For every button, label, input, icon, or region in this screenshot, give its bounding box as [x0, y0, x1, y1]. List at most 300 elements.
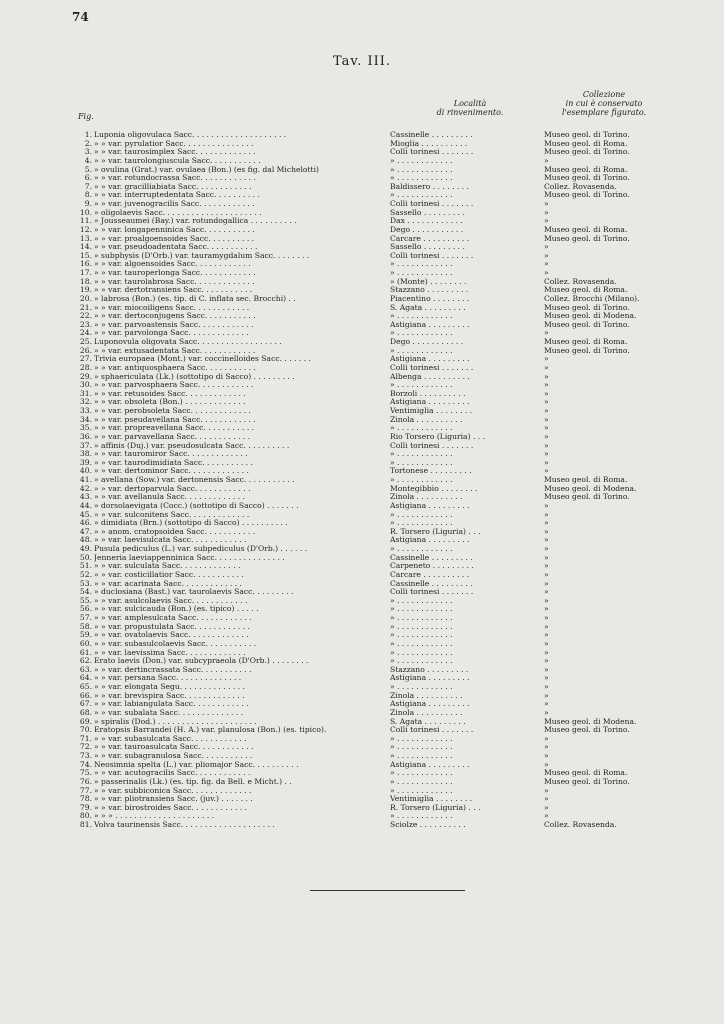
locality: Dego . . . . . . . . . . . — [390, 225, 464, 234]
table-row — [78, 407, 678, 416]
figure-number: 18. — [79, 276, 92, 286]
table-row — [78, 338, 678, 347]
locality: Cassinelle . . . . . . . . . — [390, 131, 473, 139]
species-name: Trivia europaea (Mont.) var. coccinelloides Sacc. . . . . . . — [94, 355, 311, 364]
species-name: » » var. subasulcolaevis Sacc. . . . . . . . . . . — [94, 639, 257, 648]
table-row — [78, 614, 678, 623]
species-name: » » var. tauroasulcata Sacc. . . . . . . . . . . . — [94, 743, 254, 752]
locality: » . . . . . . . . . . . . — [390, 165, 453, 174]
figure-number: 44. — [79, 500, 92, 510]
figure-number: 38. — [79, 449, 92, 459]
locality: » (Monte) . . . . . . . . — [390, 277, 467, 286]
species-name: » » var. avellanula Sacc. . . . . . . . . . . . . — [94, 493, 245, 502]
species-name: » » var. pseudoadentata Sacc. . . . . . . . . . . — [94, 243, 258, 252]
species-name: » » var. tauromiror Sacc. . . . . . . . . . . . . — [94, 450, 248, 459]
figure-number: 36. — [79, 431, 92, 441]
locality: Colli torinesi . . . . . . . — [390, 363, 474, 372]
table-row — [78, 536, 678, 545]
species-name: » spiralis (Dod.) . . . . . . . . . . . . . . . . . . . . . — [94, 717, 257, 726]
table-row — [78, 381, 678, 390]
figure-number: 21. — [79, 302, 92, 312]
collection: » — [544, 657, 549, 666]
collection: » — [544, 251, 549, 260]
locality: » . . . . . . . . . . . . — [390, 622, 453, 631]
species-name: » » var. extusadentata Sacc. . . . . . . . . . . . — [94, 346, 256, 355]
species-name: » » var. taurolabrosa Sacc. . . . . . . . . . . . . — [94, 277, 255, 286]
collection: Museo geol. di Torino. — [544, 174, 630, 183]
collection: » — [544, 363, 549, 372]
table-row — [78, 795, 678, 804]
figure-number: 26. — [79, 345, 92, 355]
collection: » — [544, 501, 549, 510]
locality: » . . . . . . . . . . . . — [390, 450, 453, 459]
figure-number: 40. — [79, 466, 92, 476]
locality: » . . . . . . . . . . . . — [390, 683, 453, 691]
locality: Ventimiglia . . . . . . . . — [390, 795, 473, 804]
figure-number: 78. — [79, 794, 92, 804]
figure-number: 12. — [79, 224, 92, 234]
table-row — [78, 511, 678, 520]
table-row — [78, 674, 678, 683]
table-row — [78, 209, 678, 218]
species-name: » » var. parvoastensis Sacc. . . . . . . . . . . . — [94, 320, 254, 329]
collection: Collez. Rovasenda. — [544, 182, 617, 191]
species-name: Luponia oligovulaca Sacc. . . . . . . . . . . . . . . . . . . . — [94, 131, 287, 139]
figure-number: 69. — [79, 716, 92, 726]
collection: Museo geol. di Torino. — [544, 303, 630, 312]
figure-number: 65. — [79, 682, 92, 691]
table-row — [78, 174, 678, 183]
species-name: » » var. amplesulcata Sacc. . . . . . . . . . . . — [94, 614, 252, 622]
collection: » — [544, 156, 549, 165]
locality: » . . . . . . . . . . . . — [390, 260, 453, 269]
figure-number: 62. — [79, 656, 92, 666]
figure-number: 75. — [79, 768, 92, 778]
plate-title: Tav. III. — [332, 54, 392, 69]
table-row — [78, 640, 678, 649]
figure-number: 30. — [79, 380, 92, 390]
table-row — [78, 709, 678, 718]
table-row — [78, 476, 678, 485]
table-row — [78, 649, 678, 658]
collection: » — [544, 424, 549, 433]
figure-number: 74. — [79, 759, 92, 769]
table-row — [78, 321, 678, 330]
table-row — [78, 148, 678, 157]
table-row — [78, 761, 678, 770]
locality: » . . . . . . . . . . . . — [390, 510, 453, 519]
locality: Dax . . . . . . . . . . . . — [390, 217, 463, 226]
locality: Stazzano . . . . . . . . . — [390, 286, 469, 295]
figure-number: 64. — [79, 673, 92, 683]
locality: Astigiana . . . . . . . . . — [390, 674, 470, 683]
species-name: » » var. sulconitens Sacc. . . . . . . . . . . . . — [94, 510, 250, 519]
locality: S. Agata . . . . . . . . . — [390, 303, 466, 312]
locality: Colli torinesi . . . . . . . — [390, 588, 474, 597]
species-name: » ovulina (Grat.) var. ovulaea (Bon.) (es fig. dal Michelotti) — [94, 165, 319, 174]
species-name: Erato laevis (Don.) var. subcypraeola (D'Orb.) . . . . . . . . — [94, 657, 309, 666]
collection: » — [544, 545, 549, 553]
locality: » . . . . . . . . . . . . — [390, 812, 453, 821]
figure-number: 54. — [79, 587, 92, 597]
table-row — [78, 545, 678, 554]
species-name: » » var. asulcolaevis Sacc. . . . . . . . . . . . — [94, 596, 248, 605]
locality: Astigiana . . . . . . . . . — [390, 760, 470, 769]
collection: » — [544, 355, 549, 364]
species-name: » » var. costicillatior Sacc. . . . . . . . . . . — [94, 570, 244, 579]
locality: Cassinelle . . . . . . . . . — [390, 553, 473, 562]
collection: » — [544, 389, 549, 398]
species-name: » » var. proalgoensoides Sacc. . . . . . . . . . — [94, 234, 255, 243]
locality: Zinola . . . . . . . . . . — [390, 691, 463, 700]
figure-number: 39. — [79, 457, 92, 467]
table-row — [78, 812, 678, 821]
table-row — [78, 200, 678, 209]
table-row — [78, 442, 678, 451]
species-name: » » var. interruptedentata Sacc. . . . . . . . . . — [94, 191, 260, 200]
collection: » — [544, 450, 549, 459]
species-name: » Jousseaumei (Bay.) var. rotundogallica . . . . . . . . . . — [94, 217, 297, 226]
collection: Museo geol. di Modena. — [544, 312, 637, 321]
figure-number: 8. — [84, 190, 92, 200]
collection: » — [544, 588, 549, 597]
figure-number: 79. — [79, 802, 92, 812]
species-name: » » var. parvavellana Sacc. . . . . . . . . . . . — [94, 432, 251, 441]
locality: » . . . . . . . . . . . . — [390, 476, 453, 484]
locality: Carcare . . . . . . . . . . — [390, 570, 470, 579]
table-row — [78, 286, 678, 295]
figure-number: 15. — [79, 250, 92, 260]
table-row — [78, 304, 678, 313]
species-name: Luponovula oligovata Sacc. . . . . . . . . . . . . . . . . . — [94, 338, 282, 346]
locality: Zinola . . . . . . . . . . — [390, 708, 463, 717]
collection: » — [544, 752, 549, 760]
figure-number: 19. — [79, 285, 92, 295]
table-row — [78, 692, 678, 701]
collection: » — [544, 579, 549, 588]
locality: » . . . . . . . . . . . . — [390, 605, 453, 614]
species-name: » » var. taurosimplex Sacc. . . . . . . . . . . . . — [94, 148, 256, 157]
figure-number: 48. — [79, 535, 92, 545]
locality: » . . . . . . . . . . . . — [390, 424, 453, 433]
collection: » — [544, 381, 549, 390]
collection: » — [544, 269, 549, 277]
species-name: » » var. juvenogracilis Sacc. . . . . . . . . . . . — [94, 200, 255, 208]
table-row — [78, 373, 678, 382]
locality: » . . . . . . . . . . . . — [390, 269, 453, 277]
figure-number: 22. — [79, 311, 92, 321]
species-name: » » var. acutogracilis Sacc. . . . . . . . . . . . — [94, 769, 251, 778]
species-name: Jenneria laeviappenninica Sacc. . . . . . . . . . . . . . . — [94, 553, 285, 562]
table-row — [78, 166, 678, 175]
table-row — [78, 398, 678, 407]
species-name: » » » . . . . . . . . . . . . . . . . . . . . . — [94, 812, 215, 821]
collection: Museo geol. di Torino. — [544, 234, 630, 243]
collection: Museo geol. di Torino. — [544, 131, 630, 139]
species-name: » » var. tauroperlonga Sacc. . . . . . . . . . . . — [94, 269, 256, 277]
species-name: » » var. perobsoleta Sacc. . . . . . . . . . . . . — [94, 407, 251, 415]
species-name: » » var. pyrulatior Sacc. . . . . . . . . . . . . . . — [94, 139, 254, 148]
species-name: » labrosa (Bon.) (es. tip. di C. inflata sec. Brocchi) . . — [94, 294, 296, 303]
collection: » — [544, 527, 549, 536]
figure-number: 27. — [79, 354, 92, 364]
locality: » . . . . . . . . . . . . — [390, 752, 453, 760]
collection: » — [544, 519, 549, 528]
table-row — [78, 752, 678, 761]
figure-number: 58. — [79, 621, 92, 631]
collection: » — [544, 329, 549, 338]
table-row — [78, 485, 678, 494]
species-name: » » var. dertoconjugens Sacc. . . . . . . . . . . — [94, 312, 256, 321]
figure-number: 33. — [79, 406, 92, 415]
species-name: » » var. dertominor Sacc. . . . . . . . . . . . . — [94, 467, 249, 476]
table-row — [78, 666, 678, 675]
table-row — [78, 769, 678, 778]
figure-number: 71. — [79, 733, 92, 743]
species-name: » duclosiana (Bast.) var. taurolaevis Sacc. . . . . . . . . — [94, 588, 294, 597]
locality: » . . . . . . . . . . . . — [390, 631, 453, 640]
table-row — [78, 519, 678, 528]
collection: Museo geol. di Roma. — [544, 769, 628, 778]
figure-number: 25. — [79, 337, 92, 346]
table-row — [78, 390, 678, 399]
table-row — [78, 433, 678, 442]
collection: Museo geol. di Torino. — [544, 320, 630, 329]
collection: » — [544, 562, 549, 571]
locality: R. Torsero (Liguria) . . . — [390, 527, 481, 536]
species-name: » » var. birostroides Sacc. . . . . . . . . . . . — [94, 803, 248, 812]
figure-number: 57. — [79, 613, 92, 622]
locality: » . . . . . . . . . . . . — [390, 156, 453, 165]
collection: » — [544, 553, 549, 562]
table-row — [78, 700, 678, 709]
table-row — [78, 588, 678, 597]
table-row — [78, 459, 678, 468]
locality: » . . . . . . . . . . . . — [390, 639, 453, 648]
header-collection — [540, 90, 668, 117]
species-name: » » var. labiangulata Sacc. . . . . . . . . . . . — [94, 700, 249, 709]
locality: Baldissero . . . . . . . . — [390, 182, 469, 191]
species-name: Eratopsis Barrandei (H. A.) var. planulosa (Bon.) (es. tipico). — [94, 726, 327, 735]
collection: Museo geol. di Torino. — [544, 191, 630, 200]
collection: » — [544, 760, 549, 769]
table-row — [78, 252, 678, 261]
collection: » — [544, 743, 549, 752]
collection: » — [544, 803, 549, 812]
table-row — [78, 735, 678, 744]
figure-number: 4. — [84, 155, 92, 165]
page-number: 74 — [72, 10, 89, 24]
collection: Museo geol. di Modena. — [544, 717, 637, 726]
species-name: » dorsolaevigata (Cocc.) (sottotipo di Sacco) . . . . . . . — [94, 501, 299, 510]
collection: » — [544, 458, 549, 467]
table-row — [78, 191, 678, 200]
species-name: » avellana (Sow.) var. dertonensis Sacc. . . . . . . . . . . — [94, 476, 295, 484]
figure-number: 77. — [79, 785, 92, 795]
collection: Collez. Rovasenda. — [544, 821, 617, 829]
figure-number: 61. — [79, 647, 92, 657]
collection: » — [544, 415, 549, 424]
species-name: » » var. longapenninica Sacc. . . . . . . . . . . — [94, 225, 255, 234]
locality: Sassello . . . . . . . . . — [390, 208, 465, 217]
figure-number: 31. — [79, 388, 92, 398]
table-row — [78, 631, 678, 640]
table-row — [78, 597, 678, 606]
figure-number: 14. — [79, 242, 92, 252]
species-name: » subphysis (D'Orb.) var. tauramygdalum Sacc. . . . . . . . — [94, 251, 310, 260]
table-row — [78, 726, 678, 735]
table-row — [78, 528, 678, 537]
figure-number: 67. — [79, 699, 92, 709]
collection: » — [544, 398, 549, 407]
collection: » — [544, 614, 549, 622]
collection: » — [544, 795, 549, 804]
locality: » . . . . . . . . . . . . — [390, 777, 453, 786]
collection: Museo geol. di Torino. — [544, 148, 630, 157]
species-name: » » anom. cratopsoidea Sacc. . . . . . . . . . . — [94, 527, 256, 536]
locality: » . . . . . . . . . . . . — [390, 743, 453, 752]
collection: » — [544, 786, 549, 795]
collection: Museo geol. di Modena. — [544, 484, 637, 493]
species-name: » » var. gracilliabiata Sacc. . . . . . . . . . . . — [94, 182, 252, 191]
species-name: » » var. miocoiligens Sacc. . . . . . . . . . . . — [94, 303, 250, 312]
locality: » . . . . . . . . . . . . — [390, 648, 453, 657]
figure-number: 50. — [79, 552, 92, 562]
figure-number: 1. — [84, 130, 92, 139]
figure-number: 63. — [79, 664, 92, 674]
collection: » — [544, 700, 549, 709]
table-row — [78, 235, 678, 244]
figure-number: 37. — [79, 440, 92, 450]
species-name: » » var. laevissima Sacc. . . . . . . . . . . . . — [94, 648, 246, 657]
figure-number: 45. — [79, 509, 92, 519]
table-row — [78, 450, 678, 459]
collection: Collez. Rovasenda. — [544, 277, 617, 286]
figure-number: 43. — [79, 492, 92, 502]
species-name: » » var. obsoleta (Bon.) . . . . . . . . . . . . . — [94, 398, 246, 407]
collection: Museo geol. di Roma. — [544, 338, 628, 346]
collection: Museo geol. di Roma. — [544, 165, 628, 174]
locality: Astigiana . . . . . . . . . — [390, 398, 470, 407]
locality: » . . . . . . . . . . . . — [390, 381, 453, 390]
collection: » — [544, 570, 549, 579]
locality: Borzoli . . . . . . . . . . — [390, 389, 466, 398]
locality: » . . . . . . . . . . . . — [390, 458, 453, 467]
species-name: » » var. pliotransiens Sacc. (juv.) . . . . . . . — [94, 795, 253, 804]
locality: » . . . . . . . . . . . . — [390, 329, 453, 338]
species-name: » dimidiata (Brn.) (sottotipo di Sacco) . . . . . . . . . . — [94, 519, 288, 528]
locality: Colli torinesi . . . . . . . — [390, 251, 474, 260]
table-row — [78, 718, 678, 727]
locality: Rio Torsero (Liguria) . . . — [390, 432, 486, 441]
species-name: » » var. retusoides Sacc. . . . . . . . . . . . . — [94, 389, 246, 398]
collection: » — [544, 648, 549, 657]
table-row — [78, 183, 678, 192]
table-row — [78, 416, 678, 425]
collection: » — [544, 372, 549, 381]
collection: Museo geol. di Torino. — [544, 777, 630, 786]
collection: » — [544, 691, 549, 700]
table-row — [78, 571, 678, 580]
locality: Colli torinesi . . . . . . . — [390, 441, 474, 450]
figure-number: 49. — [79, 544, 92, 553]
locality: » . . . . . . . . . . . . — [390, 174, 453, 183]
species-name: Neosimnia spelta (L.) var. pliomajor Sacc. . . . . . . . . . — [94, 760, 299, 769]
figure-number: 55. — [79, 595, 92, 605]
figure-number: 72. — [79, 742, 92, 752]
species-name: » passerinalis (Lk.) (es. tip. fig. da Bell. e Micht.) . . — [94, 777, 292, 786]
figure-number: 51. — [79, 561, 92, 571]
table-row — [78, 787, 678, 796]
locality: Tortonese . . . . . . . . . — [390, 467, 472, 476]
locality: Astigiana . . . . . . . . . — [390, 501, 470, 510]
species-name: Volva taurinensis Sacc. . . . . . . . . . . . . . . . . . . . — [94, 821, 275, 829]
collection: » — [544, 536, 549, 545]
collection: » — [544, 407, 549, 415]
locality: » . . . . . . . . . . . . — [390, 346, 453, 355]
figure-number: 42. — [79, 483, 92, 493]
species-name: » » var. persana Sacc. . . . . . . . . . . . . . — [94, 674, 242, 683]
figure-number: 47. — [79, 526, 92, 536]
collection: » — [544, 708, 549, 717]
table-row — [78, 778, 678, 787]
table-row — [78, 467, 678, 476]
locality: R. Torsero (Liguria) . . . — [390, 803, 481, 812]
collection: » — [544, 622, 549, 631]
species-name: » » var. brevispira Sacc. . . . . . . . . . . . . — [94, 691, 245, 700]
collection: » — [544, 432, 549, 441]
species-name: » » var. sulculata Sacc. . . . . . . . . . . . . — [94, 562, 241, 571]
figure-number: 16. — [79, 259, 92, 269]
species-name: » oligolaevis Sacc. . . . . . . . . . . . . . . . . . . . . — [94, 208, 262, 217]
locality: » . . . . . . . . . . . . — [390, 519, 453, 528]
locality: » . . . . . . . . . . . . — [390, 786, 453, 795]
species-name: Pusula pediculus (L.) var. subpediculus (D'Orb.) . . . . . . — [94, 545, 308, 553]
figure-number: 9. — [84, 199, 92, 208]
table-row — [78, 364, 678, 373]
collection: » — [544, 665, 549, 674]
figure-number: 13. — [79, 233, 92, 243]
table-row — [78, 605, 678, 614]
figure-number: 34. — [79, 414, 92, 424]
figure-number: 23. — [79, 319, 92, 329]
species-name: » » var. pseudavellana Sacc. . . . . . . . . . . . — [94, 415, 256, 424]
table-row — [78, 743, 678, 752]
figure-number: 68. — [79, 707, 92, 717]
locality: Sciolze . . . . . . . . . . — [390, 821, 466, 829]
table-row — [78, 821, 678, 830]
collection: Museo geol. di Torino. — [544, 493, 630, 502]
locality: Colli torinesi . . . . . . . — [390, 148, 474, 157]
species-name: » » var. elongata Segu. . . . . . . . . . . . . . — [94, 683, 245, 691]
species-name: » affinis (Duj.) var. pseudosulcata Sacc. . . . . . . . . . — [94, 441, 290, 450]
collection: Museo geol. di Torino. — [544, 346, 630, 355]
collection: » — [544, 260, 549, 269]
table-row — [78, 347, 678, 356]
figure-number: 66. — [79, 690, 92, 700]
species-name: » » var. propreavellana Sacc. . . . . . . . . . . — [94, 424, 255, 433]
locality: » . . . . . . . . . . . . — [390, 769, 453, 778]
figure-number: 60. — [79, 638, 92, 648]
figure-number: 10. — [79, 207, 92, 217]
figure-number: 70. — [79, 725, 92, 735]
collection: » — [544, 200, 549, 208]
figure-number: 81. — [79, 820, 92, 829]
locality: Astigiana . . . . . . . . . — [390, 320, 470, 329]
locality: Carpeneto . . . . . . . . . — [390, 562, 474, 571]
collection: » — [544, 683, 549, 691]
locality: » . . . . . . . . . . . . — [390, 614, 453, 622]
